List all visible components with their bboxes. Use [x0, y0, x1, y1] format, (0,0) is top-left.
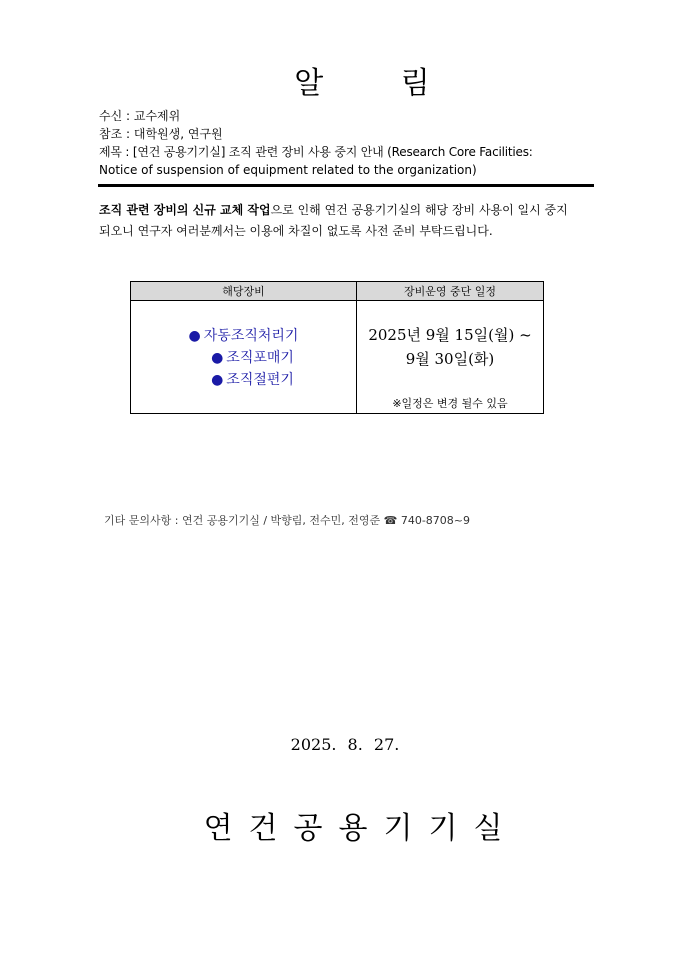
- equipment-item: ● 조직절편기: [211, 372, 294, 388]
- body-line1-rest: 으로 인해 연건 공용기기실의 해당 장비 사용이 일시 중지: [270, 203, 568, 217]
- organization-name: 연건공용기기실: [203, 811, 519, 846]
- contact-info: 기타 문의사항 : 연건 공용기기실 / 박향림, 전수민, 전영준 ☎ 740-8708~9: [104, 514, 471, 527]
- reference-line: 참조 : 대학원생, 연구원: [99, 127, 223, 141]
- schedule-note: ※일정은 변경 될수 있음: [392, 397, 508, 410]
- body-line2: 되오니 연구자 여러분께서는 이용에 차질이 없도록 사전 준비 부탁드립니다.: [99, 224, 493, 238]
- equipment-item: ● 자동조직처리기: [188, 328, 299, 344]
- schedule-cell: [357, 301, 544, 414]
- body-bold-phrase: 조직 관련 장비의 신규 교체 작업: [99, 203, 271, 217]
- schedule-end: 9월 30일(화): [405, 350, 495, 368]
- header-divider: [98, 184, 594, 187]
- bullet-icon: ●: [188, 328, 201, 344]
- header-info: [99, 107, 593, 179]
- bullet-icon: ●: [211, 372, 224, 388]
- schedule-column-header: 장비운영 중단 일정: [357, 282, 544, 301]
- bullet-icon: ●: [211, 350, 224, 366]
- subject-line-1: 제목 : [연건 공용기기실] 조직 관련 장비 사용 중지 안내 (Research Core Facilities:: [99, 145, 533, 159]
- notice-date: 2025. 8. 27.: [290, 735, 400, 754]
- recipient-line: 수신 : 교수제위: [99, 109, 181, 123]
- equipment-item: ● 조직포매기: [211, 350, 294, 366]
- subject-line-2: Notice of suspension of equipment related to the organization): [99, 163, 477, 177]
- notice-title: 알 림: [294, 66, 464, 101]
- equipment-column-header: 해당장비: [131, 282, 357, 301]
- equipment-table: [130, 281, 544, 414]
- equipment-cell: [131, 301, 357, 414]
- schedule-start: 2025년 9월 15일(월) ~: [368, 326, 532, 344]
- body-paragraph: [99, 200, 593, 242]
